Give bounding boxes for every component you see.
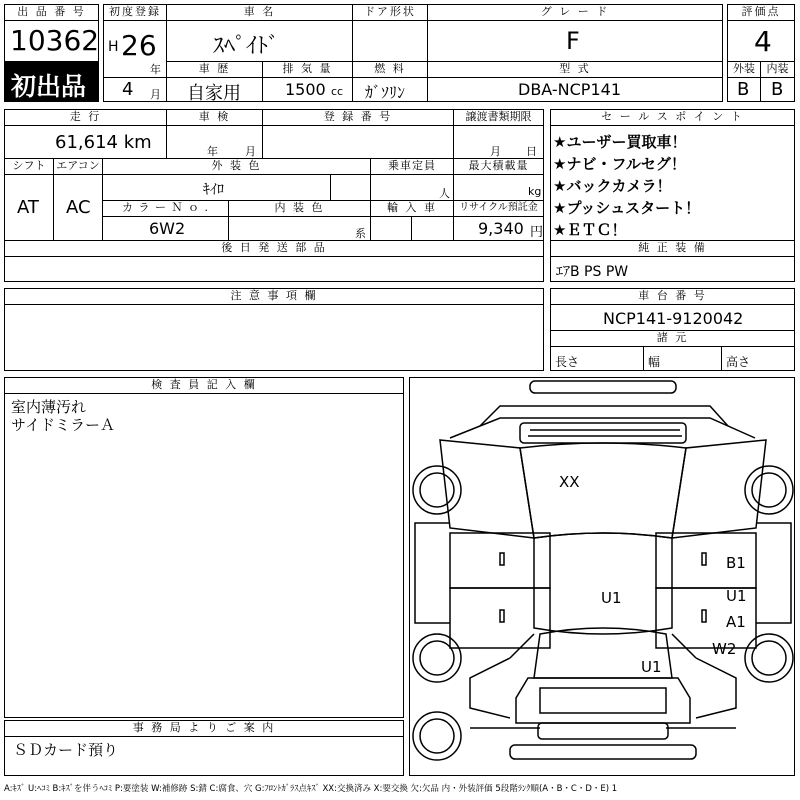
shift-label: シフト	[4, 158, 54, 175]
load-cell	[453, 174, 544, 201]
history-cell	[166, 77, 263, 102]
reg-no-cell	[262, 125, 454, 159]
dims-height-cell	[721, 346, 795, 371]
notes-cell	[4, 304, 544, 371]
model-label: 型 式	[427, 61, 723, 78]
interior-grade-cell	[760, 77, 795, 102]
door-cell	[352, 20, 428, 62]
recycle-value: 9,340	[478, 219, 524, 238]
exterior-grade: B	[737, 79, 750, 100]
damage-mark: U1	[641, 658, 662, 676]
sales-label: セ ー ル ス ポ イ ン ト	[550, 109, 795, 126]
transfer-cell	[453, 125, 544, 159]
mileage-value: 61,614 km	[55, 132, 152, 153]
equipment-value: ｴｱB PS PW	[556, 264, 629, 280]
inspector-line: サイドミラーＡ	[11, 416, 115, 434]
reg-month-cell	[103, 77, 167, 102]
displacement-cell	[262, 77, 353, 102]
inspector-line: 室内薄汚れ	[11, 398, 87, 416]
car-name-cell	[166, 20, 353, 62]
inspection-label: 車 検	[166, 109, 263, 126]
color-no-value: 6W2	[149, 219, 186, 238]
damage-mark: U1	[601, 589, 622, 607]
ext-color-value: ｷｲﾛ	[203, 182, 224, 198]
ac-value: AC	[66, 197, 91, 218]
ext-color-extra	[330, 174, 371, 201]
damage-marks	[410, 378, 796, 777]
color-no-cell	[102, 216, 229, 241]
first-reg-cell	[103, 20, 167, 78]
score-cell	[727, 20, 795, 62]
transfer-day-unit: 日	[526, 145, 537, 158]
inspection-month-unit: 月	[245, 145, 256, 158]
displacement-label: 排 気 量	[262, 61, 353, 78]
reg-month: 4	[122, 79, 134, 100]
import-cell-a	[370, 216, 412, 241]
damage-mark: B1	[726, 554, 746, 572]
grade-label: グ レ ー ド	[427, 4, 723, 21]
first-listing-text: 初出品	[11, 72, 87, 101]
dims-width-cell	[643, 346, 722, 371]
grade-value: F	[566, 27, 580, 55]
door-label: ドア形状	[352, 4, 428, 21]
reg-no-label: 登 録 番 号	[262, 109, 454, 126]
interior-grade: B	[771, 79, 784, 100]
month-unit: 月	[150, 88, 161, 101]
int-color-label: 内 装 色	[228, 200, 371, 217]
displacement-value: 1500	[285, 80, 326, 99]
reg-year: 26	[121, 29, 157, 62]
shift-value: AT	[17, 197, 39, 218]
later-parts-label: 後 日 発 送 部 品	[4, 240, 544, 257]
chassis-value: NCP141-9120042	[603, 309, 744, 328]
ac-cell	[53, 174, 103, 241]
chassis-label: 車 台 番 号	[550, 288, 795, 305]
displacement-unit: cc	[331, 85, 344, 98]
inspector-label: 検 査 員 記 入 欄	[4, 377, 404, 394]
recycle-label: リサイクル預託金	[453, 200, 544, 217]
sales-point: ★プッシュスタート！	[553, 199, 701, 217]
lot-no-label: 出 品 番 号	[4, 4, 99, 21]
damage-mark: W2	[712, 640, 737, 658]
dims-length-cell	[550, 346, 644, 371]
era: H	[108, 39, 119, 55]
ext-color-cell	[102, 174, 331, 201]
import-cell-b	[411, 216, 454, 241]
first-reg-label: 初度登録	[103, 4, 167, 21]
chassis-cell	[550, 304, 795, 331]
car-name: ｽﾍﾟｲﾄﾞ	[213, 34, 280, 59]
fuel-cell	[352, 77, 428, 102]
equipment-cell	[550, 256, 795, 282]
office-cell	[4, 736, 404, 776]
score-label: 評価点	[727, 4, 795, 21]
dims-height: 高さ	[726, 355, 751, 369]
capacity-label: 乗車定員	[370, 158, 454, 175]
lot-no-cell	[4, 20, 99, 62]
grade-cell	[427, 20, 723, 62]
lot-no: 10362	[10, 24, 100, 57]
exterior-grade-cell	[727, 77, 761, 102]
capacity-cell	[370, 174, 454, 201]
sales-point: ★ユーザー買取車！	[553, 133, 687, 151]
fuel-value: ｶﾞｿﾘﾝ	[365, 83, 406, 102]
int-color-unit: 系	[355, 227, 366, 240]
legend-text: A:ｷｽﾞ U:ﾍｺﾐ B:ｷｽﾞを伴うﾍｺﾐ P:要塗装 W:補修跡 S:錆 C:腐食、穴 G:ﾌﾛﾝﾄｶﾞﾗｽ点ｷｽﾞ XX:交換済み X:要交換 欠:欠品 内・外装評価 5段階ﾗﾝｸ順(A・B・C・D・E) 1	[4, 784, 618, 794]
mileage-label: 走 行	[4, 109, 167, 126]
car-name-label: 車 名	[166, 4, 353, 21]
model-cell	[427, 77, 723, 102]
recycle-unit: 円	[530, 225, 544, 240]
dims-label: 諸 元	[550, 330, 795, 347]
year-unit: 年	[150, 63, 161, 76]
first-listing-badge	[4, 62, 99, 102]
color-no-label: カ ラ ー Ｎ ｏ .	[102, 200, 229, 217]
car-diagram	[409, 377, 795, 776]
ac-label: エアコン	[53, 158, 103, 175]
load-unit: kg	[528, 185, 542, 198]
damage-mark: XX	[559, 473, 580, 491]
sales-point: ★ナビ・フルセグ！	[553, 155, 686, 173]
inspector-cell	[4, 393, 404, 718]
import-label: 輸 入 車	[370, 200, 454, 217]
sales-points	[550, 125, 795, 241]
dims-length: 長さ	[555, 355, 580, 369]
office-value: ＳＤカード預り	[13, 741, 119, 759]
mileage-cell	[4, 125, 167, 159]
transfer-label: 譲渡書類期限	[453, 109, 544, 126]
load-label: 最大積載量	[453, 158, 544, 175]
damage-mark: A1	[726, 613, 746, 631]
score-value: 4	[754, 25, 772, 58]
shift-cell	[4, 174, 54, 241]
sales-point: ★ＥＴＣ！	[553, 221, 627, 239]
sales-point: ★バックカメラ！	[553, 177, 672, 195]
office-label: 事 務 局 よ り ご 案 内	[4, 720, 404, 737]
damage-mark: U1	[726, 587, 747, 605]
history-value: 自家用	[187, 83, 241, 104]
notes-label: 注 意 事 項 欄	[4, 288, 544, 305]
capacity-unit: 人	[439, 187, 450, 200]
inspection-year-unit: 年	[207, 145, 218, 158]
dims-width: 幅	[648, 355, 661, 369]
interior-grade-label: 内装	[760, 61, 795, 78]
recycle-cell	[453, 216, 544, 241]
int-color-cell	[228, 216, 371, 241]
fuel-label: 燃 料	[352, 61, 428, 78]
history-label: 車 歴	[166, 61, 263, 78]
exterior-grade-label: 外装	[727, 61, 761, 78]
ext-color-label: 外 装 色	[102, 158, 371, 175]
later-parts-cell	[4, 256, 544, 282]
transfer-month-unit: 月	[490, 145, 501, 158]
inspection-cell	[166, 125, 263, 159]
equipment-label: 純 正 装 備	[550, 240, 795, 257]
model-value: DBA-NCP141	[518, 80, 621, 99]
